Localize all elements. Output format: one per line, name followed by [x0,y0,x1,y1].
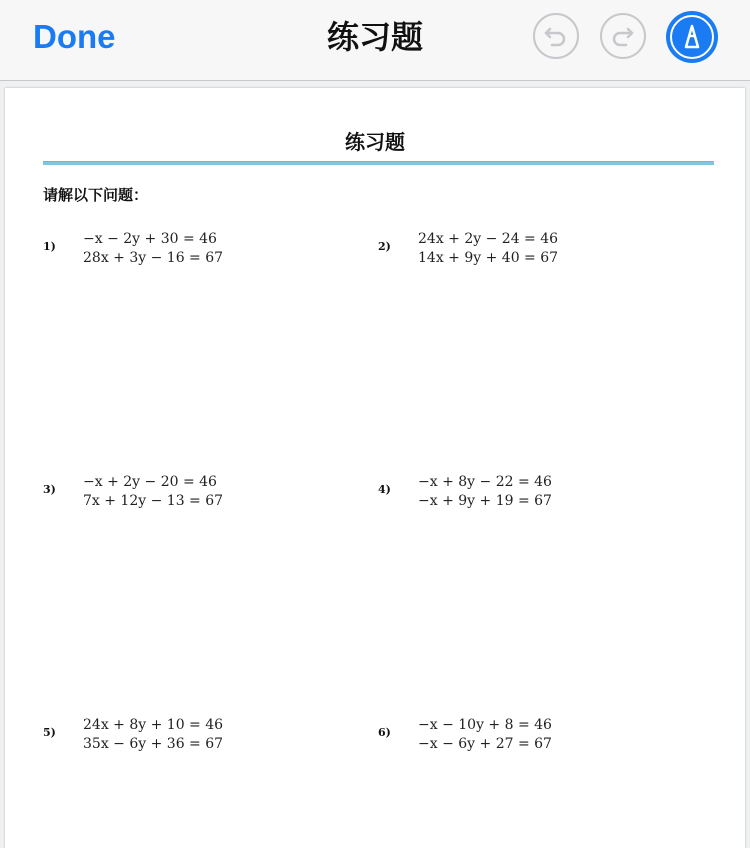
title-divider [43,161,714,165]
equation-1: −x + 8y − 22 = 46 [418,474,552,490]
equation-2: 28x + 3y − 16 = 67 [83,250,224,266]
navigation-bar [0,0,750,81]
equation-1: 24x + 2y − 24 = 46 [418,231,559,247]
markup-button[interactable] [666,11,718,63]
undo-button[interactable] [533,13,579,59]
markup-pen-icon [666,11,718,63]
equation-2: 35x − 6y + 36 = 67 [83,736,224,752]
equation-2: −x − 6y + 27 = 67 [418,736,552,752]
problem-number: 2) [378,240,391,253]
problem-number: 3) [43,483,56,496]
problem-number: 5) [43,726,56,739]
equation-1: −x − 10y + 8 = 46 [418,717,552,733]
equation-1: 24x + 8y + 10 = 46 [83,717,224,733]
problem-number: 1) [43,240,56,253]
problem-number: 6) [378,726,391,739]
problem-number: 4) [378,483,391,496]
equation-2: 14x + 9y + 40 = 67 [418,250,559,266]
equation-2: −x + 9y + 19 = 67 [418,493,552,509]
undo-icon [535,15,576,56]
done-button[interactable]: Done [33,18,116,55]
document-page [5,88,745,848]
document-title: 练习题 [345,130,405,154]
page-title: 练习题 [326,18,423,56]
equation-1: −x + 2y − 20 = 46 [83,474,217,490]
redo-button[interactable] [600,13,646,59]
equation-2: 7x + 12y − 13 = 67 [83,493,224,509]
instructions-text: 请解以下问题： [43,186,149,204]
equation-1: −x − 2y + 30 = 46 [83,231,217,247]
redo-icon [602,15,643,56]
